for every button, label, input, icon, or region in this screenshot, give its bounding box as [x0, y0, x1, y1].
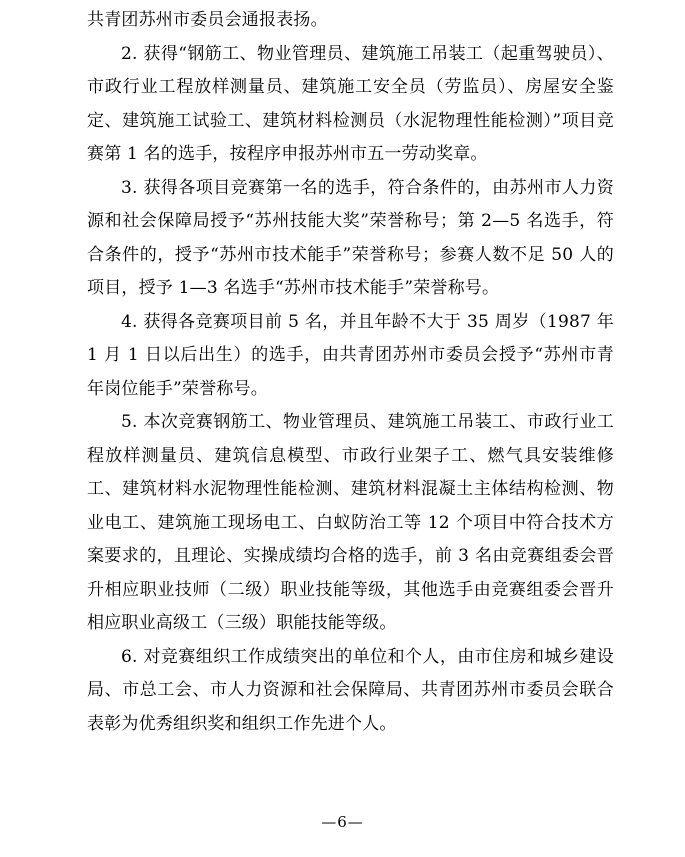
document-body — [87, 4, 614, 741]
paragraph-item-3: 3. 获得各项目竞赛第一名的选手，符合条件的，由苏州市人力资源和社会保障局授予“苏州技能大奖”荣誉称号；第 2—5 名选手，符合条件的，授予“苏州市技术能手”荣誉称号；参赛人数不足 50 人的项目，授予 1—3 名选手“苏州市技术能手”荣誉称号。 — [87, 177, 614, 298]
paragraph-continuation: 共青团苏州市委员会通报表扬。 — [87, 10, 328, 30]
paragraph-item-6: 6. 对竞赛组织工作成绩突出的单位和个人，由市住房和城乡建设局、市总工会、市人力资源和社会保障局、共青团苏州市委员会联合表彰为优秀组织奖和组织工作先进个人。 — [87, 646, 614, 734]
paragraph-item-5: 5. 本次竞赛钢筋工、物业管理员、建筑施工吊装工、市政行业工程放样测量员、建筑信息模型、市政行业架子工、燃气具安装维修工、建筑材料水泥物理性能检测、建筑材料混凝土主体结构检测、物业电工、建筑施工现场电工、白蚁防治工等 12 个项目中符合技术方案要求的，且理论、实操成绩均合格的选手，前 3 名由竞赛组委会晋升相应职业技师（二级）职业技能等级，其他选手由竞赛组委会晋升相应职业高级工（三级）职能技能等级。 — [87, 412, 614, 633]
paragraph-item-4: 4. 获得各竞赛项目前 5 名，并且年龄不大于 35 周岁（1987 年 1 月 1 日以后出生）的选手，由共青团苏州市委员会授予“苏州市青年岗位能手”荣誉称号。 — [87, 311, 614, 399]
page-number: —6— — [321, 813, 364, 831]
paragraph-item-2: 2. 获得“钢筋工、物业管理员、建筑施工吊装工（起重驾驶员）、市政行业工程放样测量员、建筑施工安全员（劳监员）、房屋安全鉴定、建筑施工试验工、建筑材料检测员（水泥物理性能检测）”项目竞赛第 1 名的选手，按程序申报苏州市五一劳动奖章。 — [87, 43, 614, 164]
